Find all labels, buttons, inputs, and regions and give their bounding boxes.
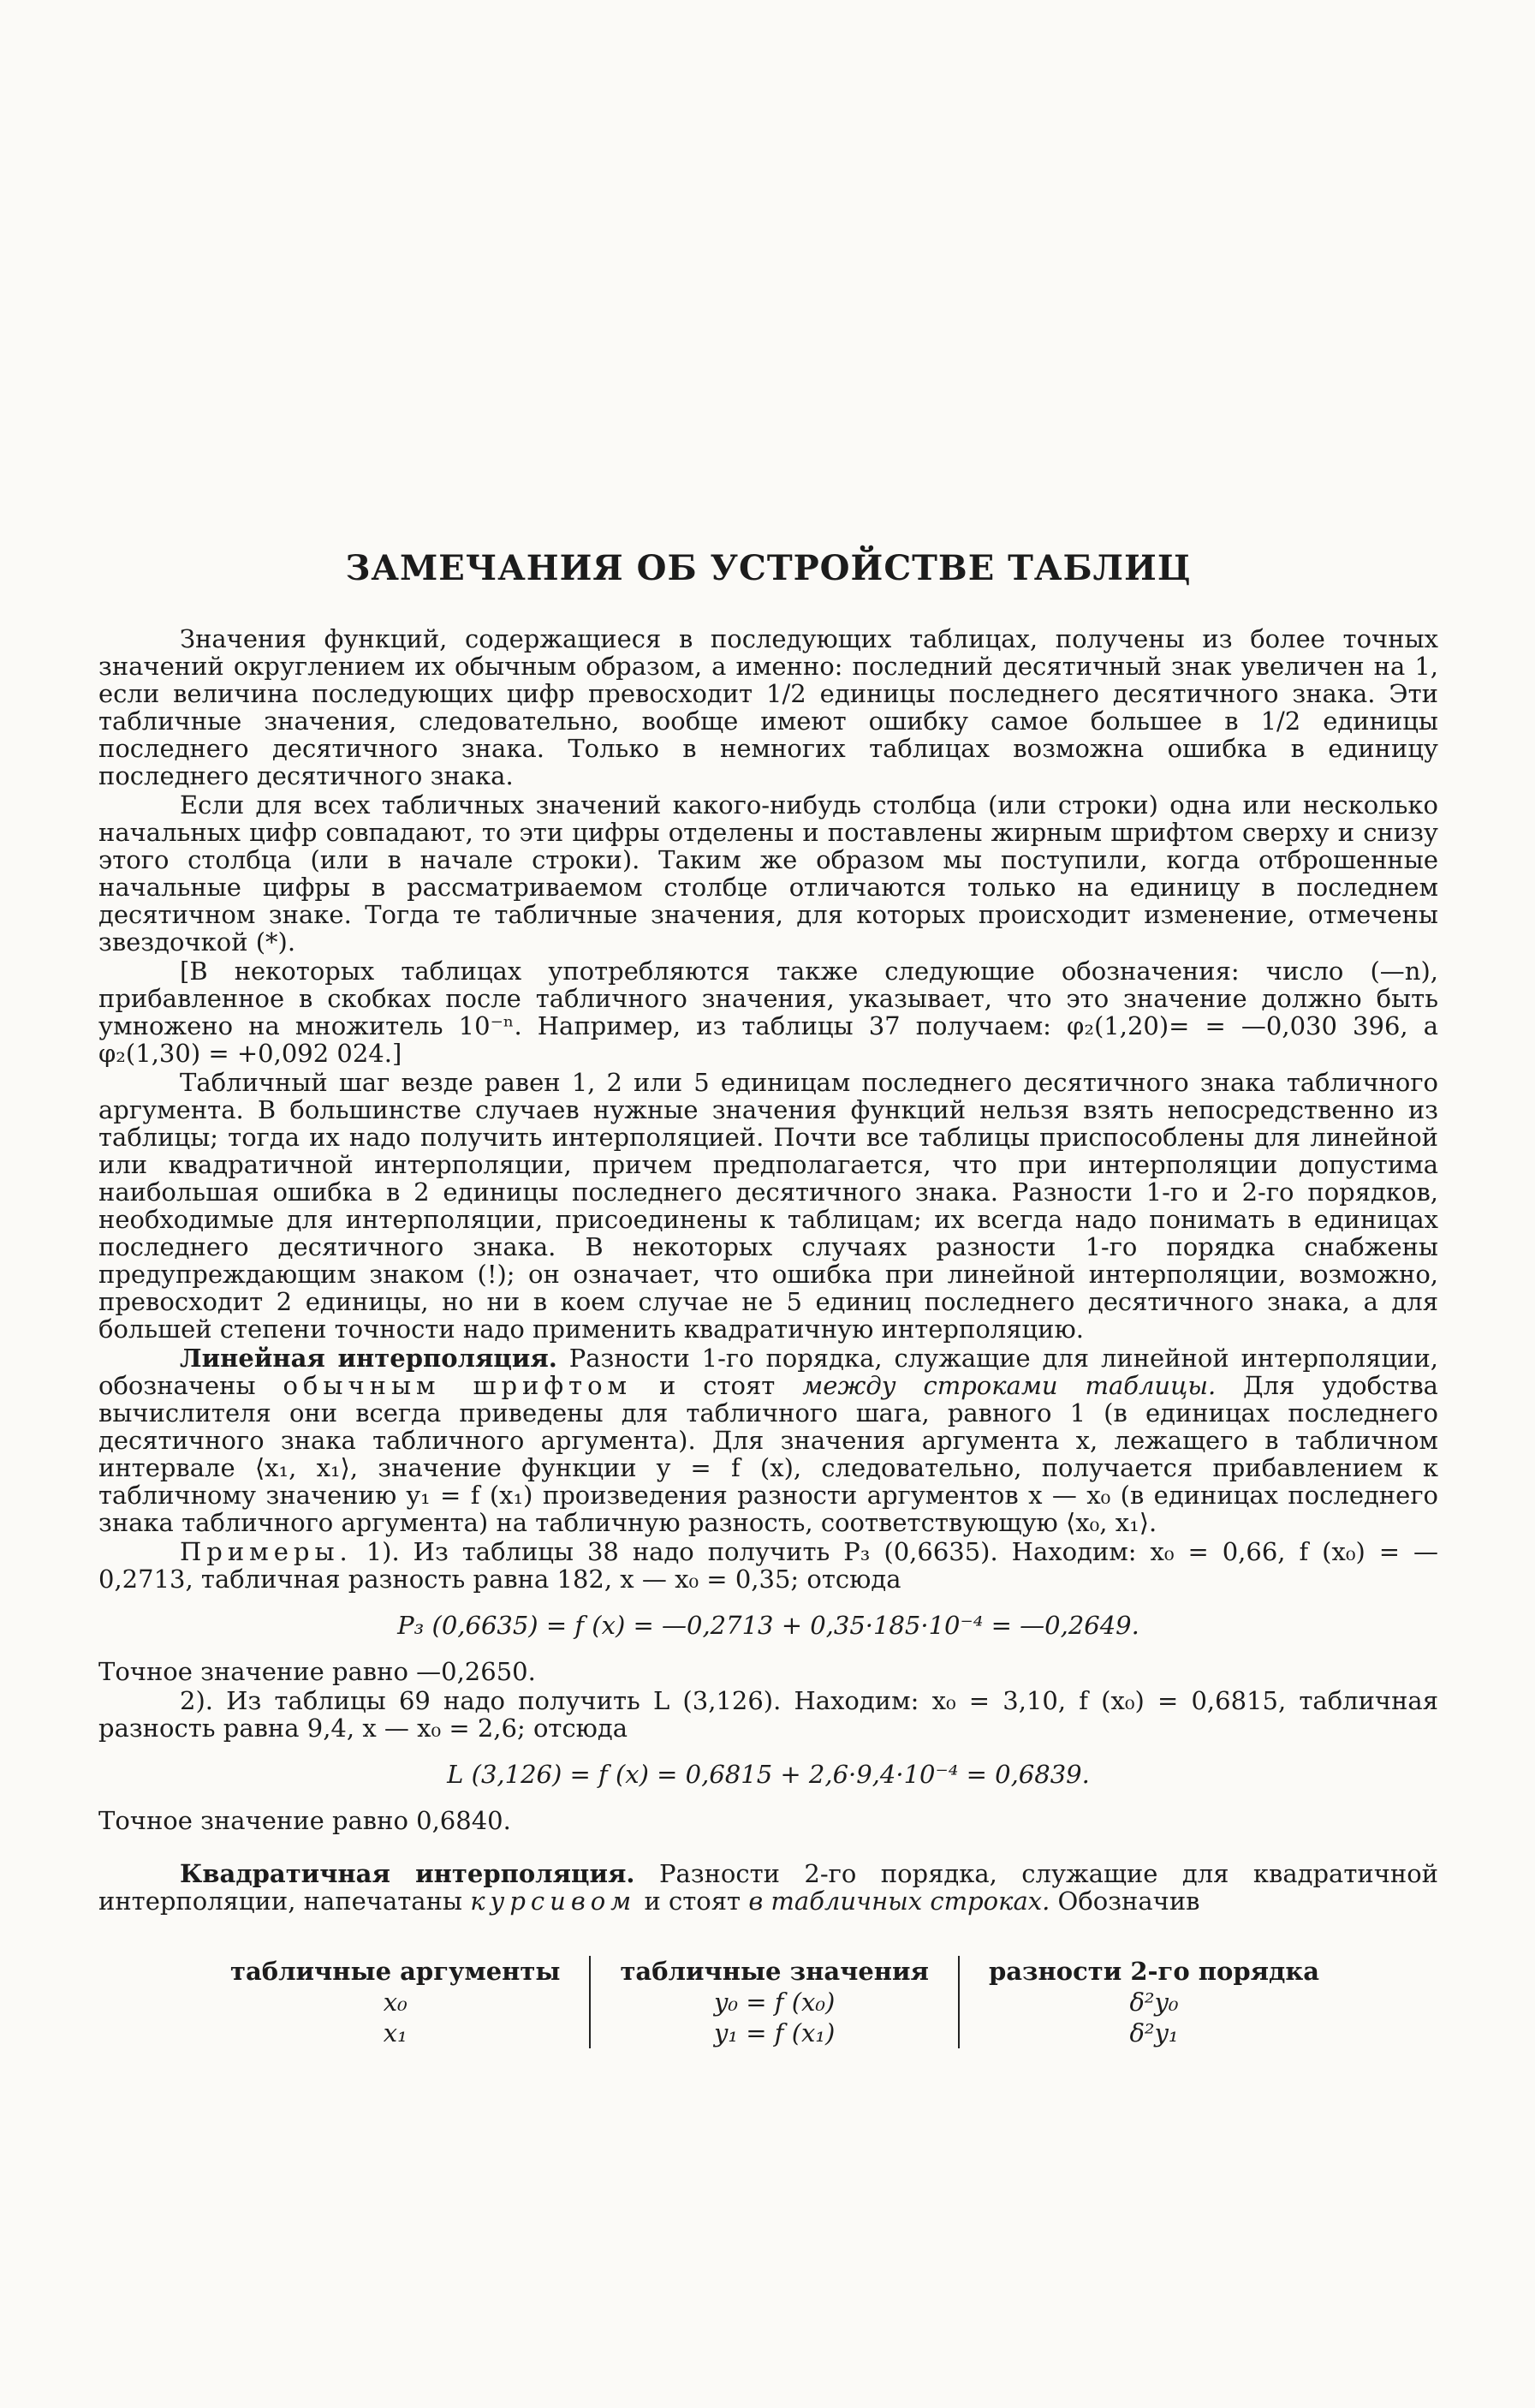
page-title: ЗАМЕЧАНИЯ ОБ УСТРОЙСТВЕ ТАБЛИЦ	[345, 548, 1192, 588]
paragraph-notation: [В некоторых таблицах употребляются также следующие обозначения: число (—n), прибавленное в скобках после табличного значения, указывает, что это значение должно быть умножено на множитель 10⁻ⁿ. Например, из таблицы 37 получаем: φ₂(1,20)= = —0,030 396, а φ₂(1,30) = +0,092 024.]	[98, 957, 1438, 1068]
paragraph-rounding: Значения функций, содержащиеся в последующих таблицах, получены из более точных значений округлением их обычным образом, а именно: последний десятичный знак увеличен на 1, если величина последующих цифр превосходит 1/2 единицы последнего десятичного знака. Эти табличные значения, следовательно, вообще имеют ошибку самое большее в 1/2 единицы последнего десятичного знака. Только в немногих таблицах возможна ошибка в единицу последнего десятичного знака.	[98, 624, 1438, 790]
table-row: x₀ y₀ = f (x₀) δ²y₀	[201, 1987, 1348, 2018]
linear-lead: Линейная интерполяция.	[180, 1344, 557, 1373]
formula-2: L (3,126) = f (x) = 0,6815 + 2,6·9,4·10⁻⁴ = 0,6839.	[447, 1760, 1090, 1789]
paragraph-step: Табличный шаг везде равен 1, 2 или 5 единицам последнего десятичного знака табличного аргумента. В большинстве случаев нужные значения функций нельзя взять непосредственно из таблицы; тогда их надо получить интерполяцией. Почти все таблицы приспособлены для линейной или квадратичной интерполяции, причем предполагается, что при интерполяции допустима наибольшая ошибка в 2 единицы последнего десятичного знака. Разности 1-го и 2-го порядков, необходимые для интерполяции, присоединены к таблицам; их всегда надо понимать в единицах последнего десятичного знака. В некоторых случаях разности 1-го порядка снабжены предупреждающим знаком (!); он означает, что ошибка при линейной интерполяции, возможно, превосходит 2 единицы, но ни в коем случае не 5 единиц последнего десятичного знака, а для большей степени точности надо применить квадратичную интерполяцию.	[98, 1068, 1438, 1344]
paragraph-linear: Линейная интерполяция. Разности 1-го порядка, служащие для линейной интерполяции, обозначены обычным шрифтом и стоят между строками таблицы. Для удобства вычислителя они всегда приведены для табличного шага, равного 1 (в единицах последнего десятичного знака табличного аргумента). Для значения аргумента x, лежащего в табличном интервале ⟨x₁, x₁⟩, значение функции y = f (x), следовательно, получается прибавлением к табличному значению y₁ = f (x₁) произведения разности аргументов x — x₀ (в единицах последнего знака табличного аргумента) на табличную разность, соответствующую ⟨x₀, x₁⟩.	[98, 1344, 1438, 1537]
formula-1: P₃ (0,6635) = f (x) = —0,2713 + 0,35·185·10⁻⁴ = —0,2649.	[397, 1611, 1139, 1640]
examples-lead: Примеры.	[180, 1537, 353, 1566]
table-row: x₁ y₁ = f (x₁) δ²y₁	[201, 2018, 1348, 2048]
header-arguments: табличные аргументы	[230, 1957, 561, 1986]
header-second-differences: разности 2-го порядка	[959, 1956, 1348, 1987]
paragraph-quadratic: Квадратичная интерполяция. Разности 2-го порядка, служащие для квадратичной интерполяции, напечатаны курсивом и стоят в табличных строках. Обозначив	[98, 1859, 1439, 1916]
paragraph-example-1: Примеры. 1). Из таблицы 38 надо получить P₃ (0,6635). Находим: x₀ = 0,66, f (x₀) = —0,2713, табличная разность равна 182, x — x₀ = 0,35; отсюда	[98, 1537, 1438, 1594]
definitions-table	[201, 1956, 1348, 2048]
exact-value-1: Точное значение равно —0,2650.	[98, 1657, 536, 1686]
exact-value-2: Точное значение равно 0,6840.	[98, 1806, 511, 1835]
body-text	[98, 625, 1438, 2048]
paragraph-example-2: 2). Из таблицы 69 надо получить L (3,126). Находим: x₀ = 3,10, f (x₀) = 0,6815, табличная разность равна 9,4, x — x₀ = 2,6; отсюда	[98, 1686, 1438, 1743]
header-values: табличные значения	[590, 1956, 959, 1987]
quadratic-lead: Квадратичная интерполяция.	[180, 1859, 635, 1888]
paragraph-common-digits: Если для всех табличных значений какого-нибудь столбца (или строки) одна или несколько начальных цифр совпадают, то эти цифры отделены и поставлены жирным шрифтом сверху и снизу этого столбца (или в начале строки). Таким же образом мы поступили, когда отброшенные начальные цифры в рассматриваемом столбце отличаются только на единицу в последнем десятичном знаке. Тогда те табличные значения, для которых происходит изменение, отмечены звездочкой (*).	[98, 790, 1438, 957]
